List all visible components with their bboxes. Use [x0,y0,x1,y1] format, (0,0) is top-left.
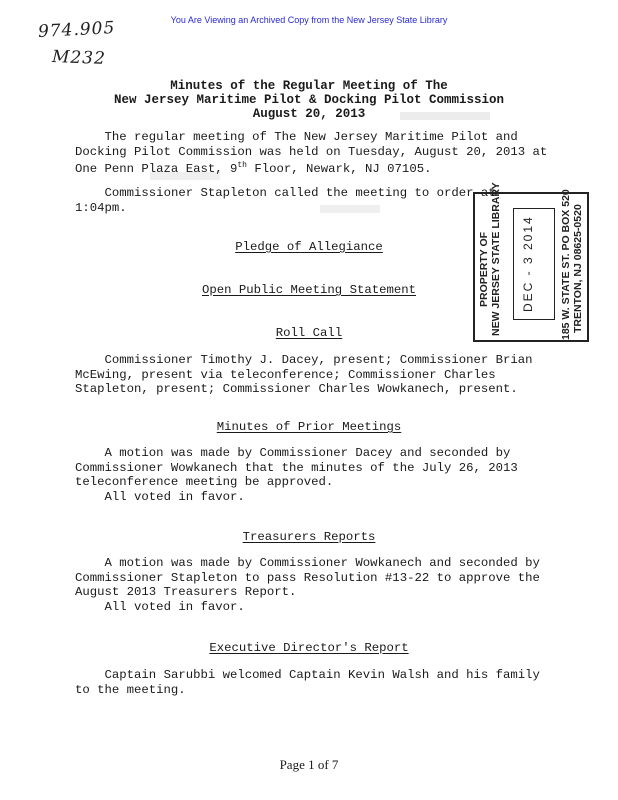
pledge-heading-text: Pledge of Allegiance [235,240,383,254]
archive-banner: You Are Viewing an Archived Copy from the New Jersey State Library [170,15,448,25]
stamp-property-of: PROPERTY OF [478,231,490,307]
roll-call-heading-text: Roll Call [275,326,343,340]
handwritten-call-number: 974.905 [37,17,116,43]
title-line-2: New Jersey Maritime Pilot & Docking Pilot Commission [113,93,505,107]
minutes-paragraph: A motion was made by Commissioner Dacey and seconded by Commissioner Wowkanech that the minutes of the July 26, 2013 teleconference meeting be approved. All voted in favor. [75,446,518,504]
document-title [0,79,618,121]
title-line-3: August 20, 2013 [252,107,366,121]
executive-heading-text: Executive Director's Report [209,641,409,655]
treasurers-paragraph: A motion was made by Commissioner Wowkanech and seconded by Commissioner Stapleton to pass Resolution #13-22 to approve the August 2013 Treasurers Report. All voted in favor. [75,556,540,614]
stamp-date: DEC - 3 2014 [521,215,535,313]
roll-call-paragraph: Commissioner Timothy J. Dacey, present; Commissioner Brian McEwing, present via teleconference; Commissioner Charles Stapleton, present; Commissioner Charles Wowkanech, present. [75,353,533,396]
executive-paragraph: Captain Sarubbi welcomed Captain Kevin Walsh and his family to the meeting. [75,668,540,697]
treasurers-heading [0,530,618,544]
intro-superscript: th [237,161,247,170]
minutes-heading [0,420,618,434]
executive-heading [0,641,618,655]
library-stamp [473,182,589,342]
intro-paragraph [75,130,555,177]
treasurers-heading-text: Treasurers Reports [242,530,376,544]
page-number: Page 1 of 7 [279,757,339,772]
handwritten-cutter-number: M232 [51,47,107,69]
intro-text-b: Floor, Newark, NJ 07105. [246,162,432,177]
intro-text-a: The regular meeting of The New Jersey Maritime Pilot and Docking Pilot Commission was held on Tuesday, August 20, 2013 at One Penn Plaza East, 9 [75,130,548,177]
stamp-library-name: NEW JERSEY STATE LIBRARY [490,182,502,336]
stamp-address: 185 W. STATE ST. PO BOX 520 [560,189,572,340]
stamp-city: TRENTON, NJ 08625-0520 [572,204,584,334]
minutes-heading-text: Minutes of Prior Meetings [216,420,402,434]
title-line-1: Minutes of the Regular Meeting of The [170,79,448,93]
call-to-order-paragraph: Commissioner Stapleton called the meeting to order at 1:04pm. [75,186,496,215]
opma-heading-text: Open Public Meeting Statement [201,283,416,297]
